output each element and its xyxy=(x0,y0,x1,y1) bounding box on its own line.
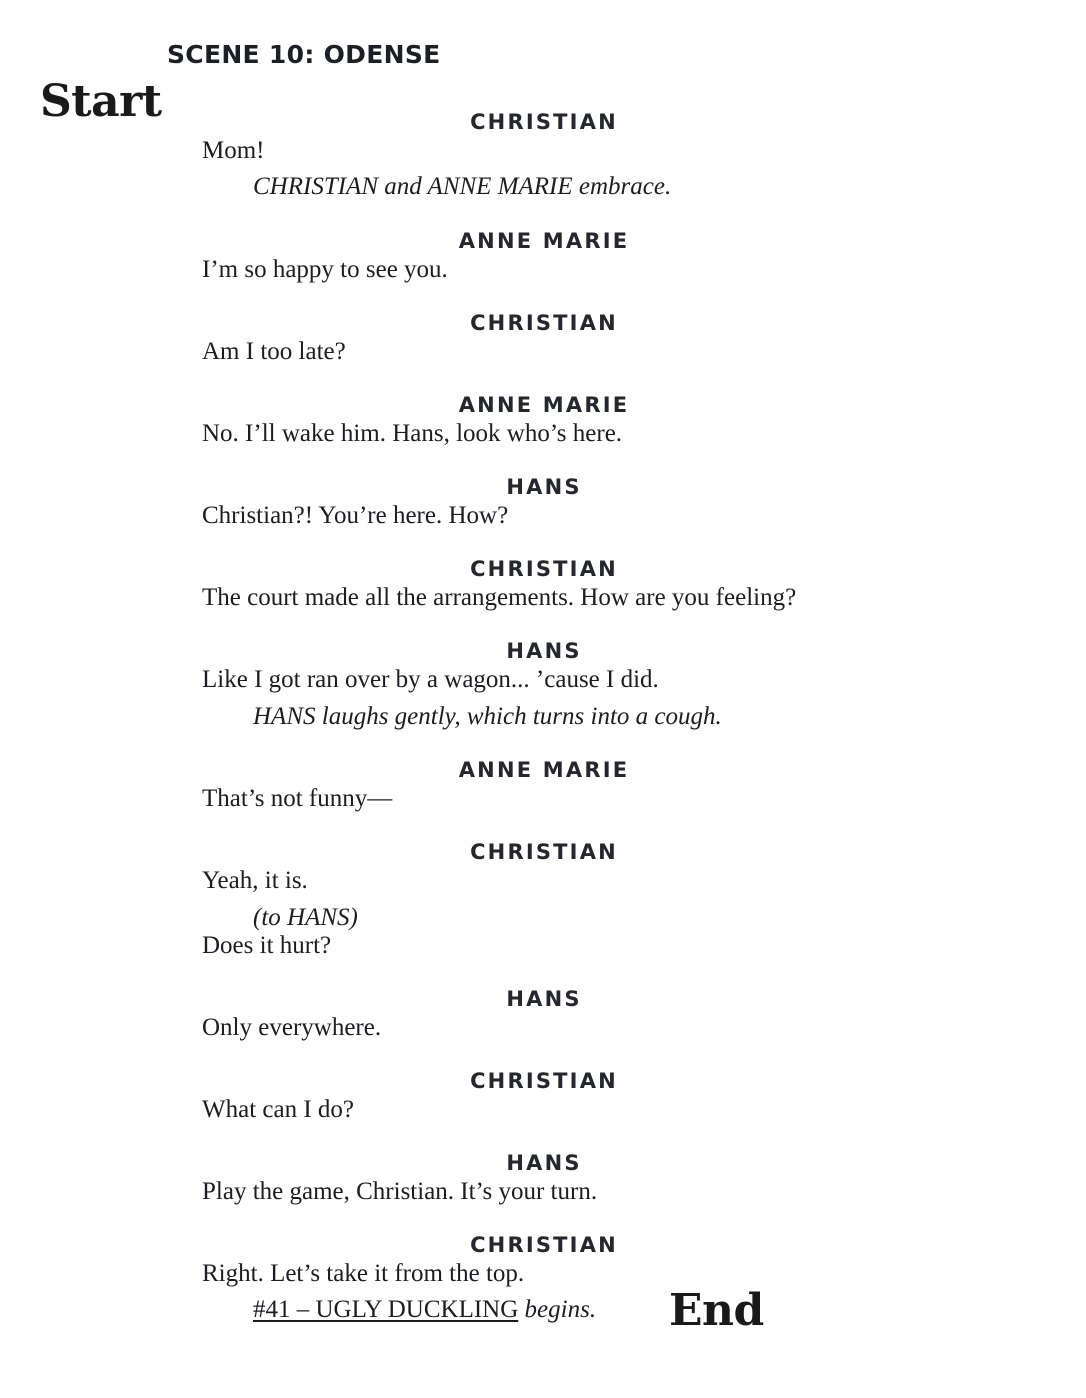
character-name: ANNE MARIE xyxy=(458,229,630,253)
character-name: CHRISTIAN xyxy=(470,840,618,864)
dialogue-line: Christian?! You’re here. How? xyxy=(202,502,509,529)
end-marker: End xyxy=(669,1285,764,1336)
song-title: #41 – UGLY DUCKLING xyxy=(253,1296,519,1323)
start-marker: Start xyxy=(40,76,162,127)
dialogue-line: Play the game, Christian. It’s your turn. xyxy=(202,1178,598,1205)
scene-heading: SCENE 10: ODENSE xyxy=(167,40,441,69)
character-name: CHRISTIAN xyxy=(470,311,618,335)
character-name: ANNE MARIE xyxy=(458,758,630,782)
dialogue-line: Mom! xyxy=(202,137,265,164)
dialogue-line: Like I got ran over by a wagon... ’cause I did. xyxy=(202,666,659,693)
dialogue-line: Yeah, it is. xyxy=(202,867,308,894)
dialogue-line: Only everywhere. xyxy=(202,1014,382,1041)
character-name: CHRISTIAN xyxy=(470,557,618,581)
character-name: HANS xyxy=(506,475,582,499)
character-name: ANNE MARIE xyxy=(458,393,630,417)
stage-direction: CHRISTIAN and ANNE MARIE embrace. xyxy=(253,173,672,200)
character-name: HANS xyxy=(506,1151,582,1175)
dialogue-line: I’m so happy to see you. xyxy=(202,256,448,283)
stage-direction-text: begins. xyxy=(524,1296,597,1323)
stage-direction xyxy=(253,1296,596,1324)
dialogue-line: That’s not funny— xyxy=(202,785,393,812)
dialogue-line: The court made all the arrangements. How are you feeling? xyxy=(202,584,797,611)
dialogue-line: Am I too late? xyxy=(202,338,346,365)
character-name: HANS xyxy=(506,987,582,1011)
character-name: CHRISTIAN xyxy=(470,1233,618,1257)
parenthetical: (to HANS) xyxy=(253,904,358,931)
dialogue-line: No. I’ll wake him. Hans, look who’s here. xyxy=(202,420,623,447)
character-name: HANS xyxy=(506,639,582,663)
character-name: CHRISTIAN xyxy=(470,110,618,134)
character-name: CHRISTIAN xyxy=(470,1069,618,1093)
stage-direction: HANS laughs gently, which turns into a cough. xyxy=(253,703,722,730)
dialogue-line: Does it hurt? xyxy=(202,932,332,959)
dialogue-line: What can I do? xyxy=(202,1096,355,1123)
dialogue-line: Right. Let’s take it from the top. xyxy=(202,1260,525,1287)
